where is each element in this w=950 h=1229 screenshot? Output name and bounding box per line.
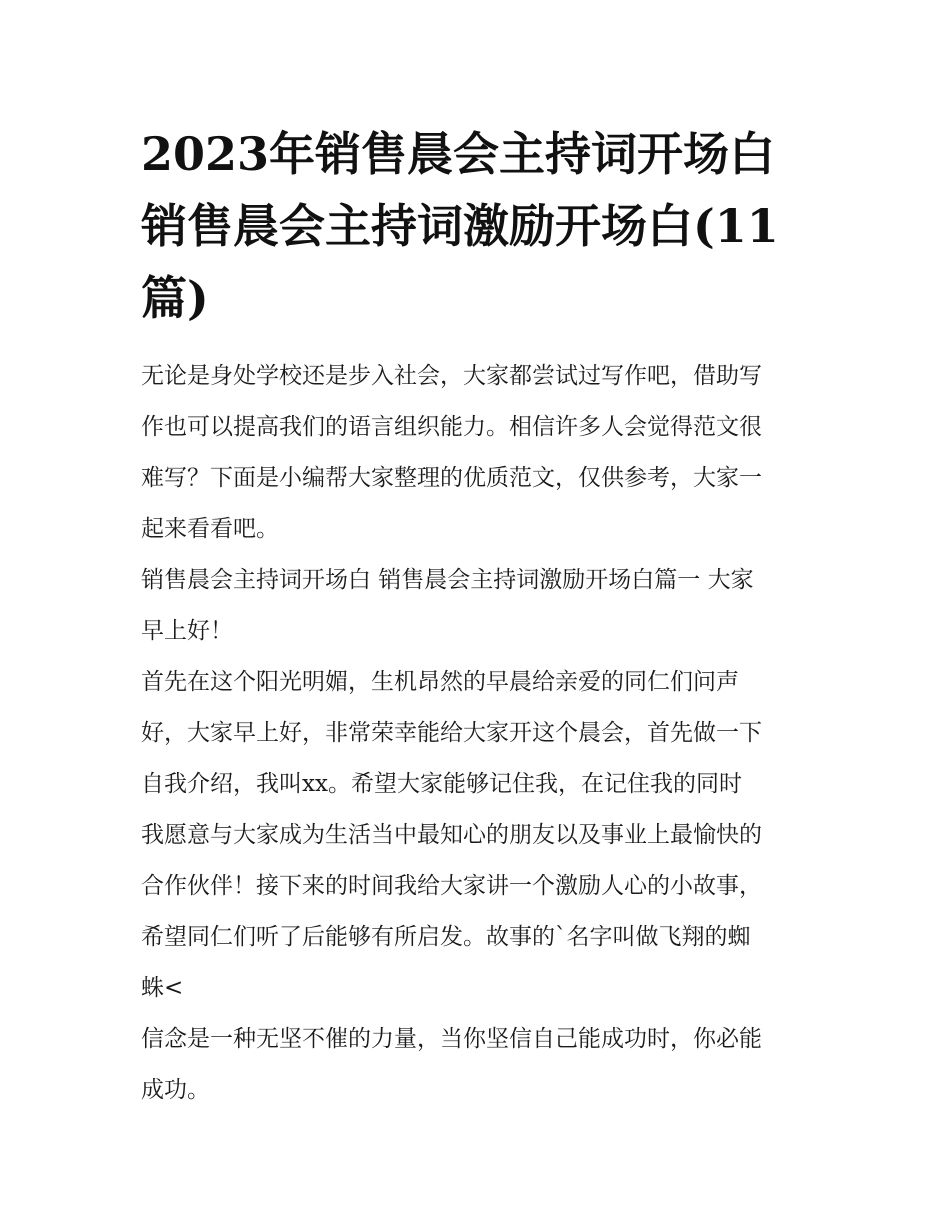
text-line: 好，大家早上好，非常荣幸能给大家开这个晨会，首先做一下 — [141, 720, 762, 746]
document-body — [141, 351, 813, 1116]
title-line: 篇) — [141, 271, 209, 325]
text-line: 成功。 — [141, 1077, 210, 1103]
title-line: 2023年销售晨会主持词开场白 — [141, 127, 776, 181]
text-line: 无论是身处学校还是步入社会，大家都尝试过写作吧，借助写 — [141, 363, 762, 389]
section-heading-paragraph — [141, 555, 813, 657]
text-line: 自我介绍，我叫xx。希望大家能够记住我，在记住我的同时 — [141, 771, 742, 797]
text-line: 希望同仁们听了后能够有所启发。故事的`名字叫做飞翔的蜘 — [141, 924, 751, 950]
text-line: 我愿意与大家成为生活当中最知心的朋友以及事业上最愉快的 — [141, 822, 762, 848]
speech-paragraph — [141, 657, 813, 1014]
text-line: 信念是一种无坚不催的力量，当你坚信自己能成功时，你必能 — [141, 1026, 762, 1052]
document-title — [141, 118, 813, 334]
text-line: 销售晨会主持词开场白 销售晨会主持词激励开场白篇一 大家 — [141, 567, 754, 593]
intro-paragraph — [141, 351, 813, 555]
text-line: 作也可以提高我们的语言组织能力。相信许多人会觉得范文很 — [141, 414, 762, 440]
belief-paragraph — [141, 1014, 813, 1116]
text-line: 蛛< — [141, 975, 184, 1001]
title-line: 销售晨会主持词激励开场白(11 — [141, 199, 779, 253]
text-line: 合作伙伴！接下来的时间我给大家讲一个激励人心的小故事， — [141, 873, 762, 899]
text-line: 难写？下面是小编帮大家整理的优质范文，仅供参考，大家一 — [141, 465, 762, 491]
text-line: 起来看看吧。 — [141, 516, 279, 542]
text-line: 首先在这个阳光明媚，生机昂然的早晨给亲爱的同仁们问声 — [141, 669, 739, 695]
text-line: 早上好！ — [141, 618, 233, 644]
document-content — [141, 118, 813, 1116]
